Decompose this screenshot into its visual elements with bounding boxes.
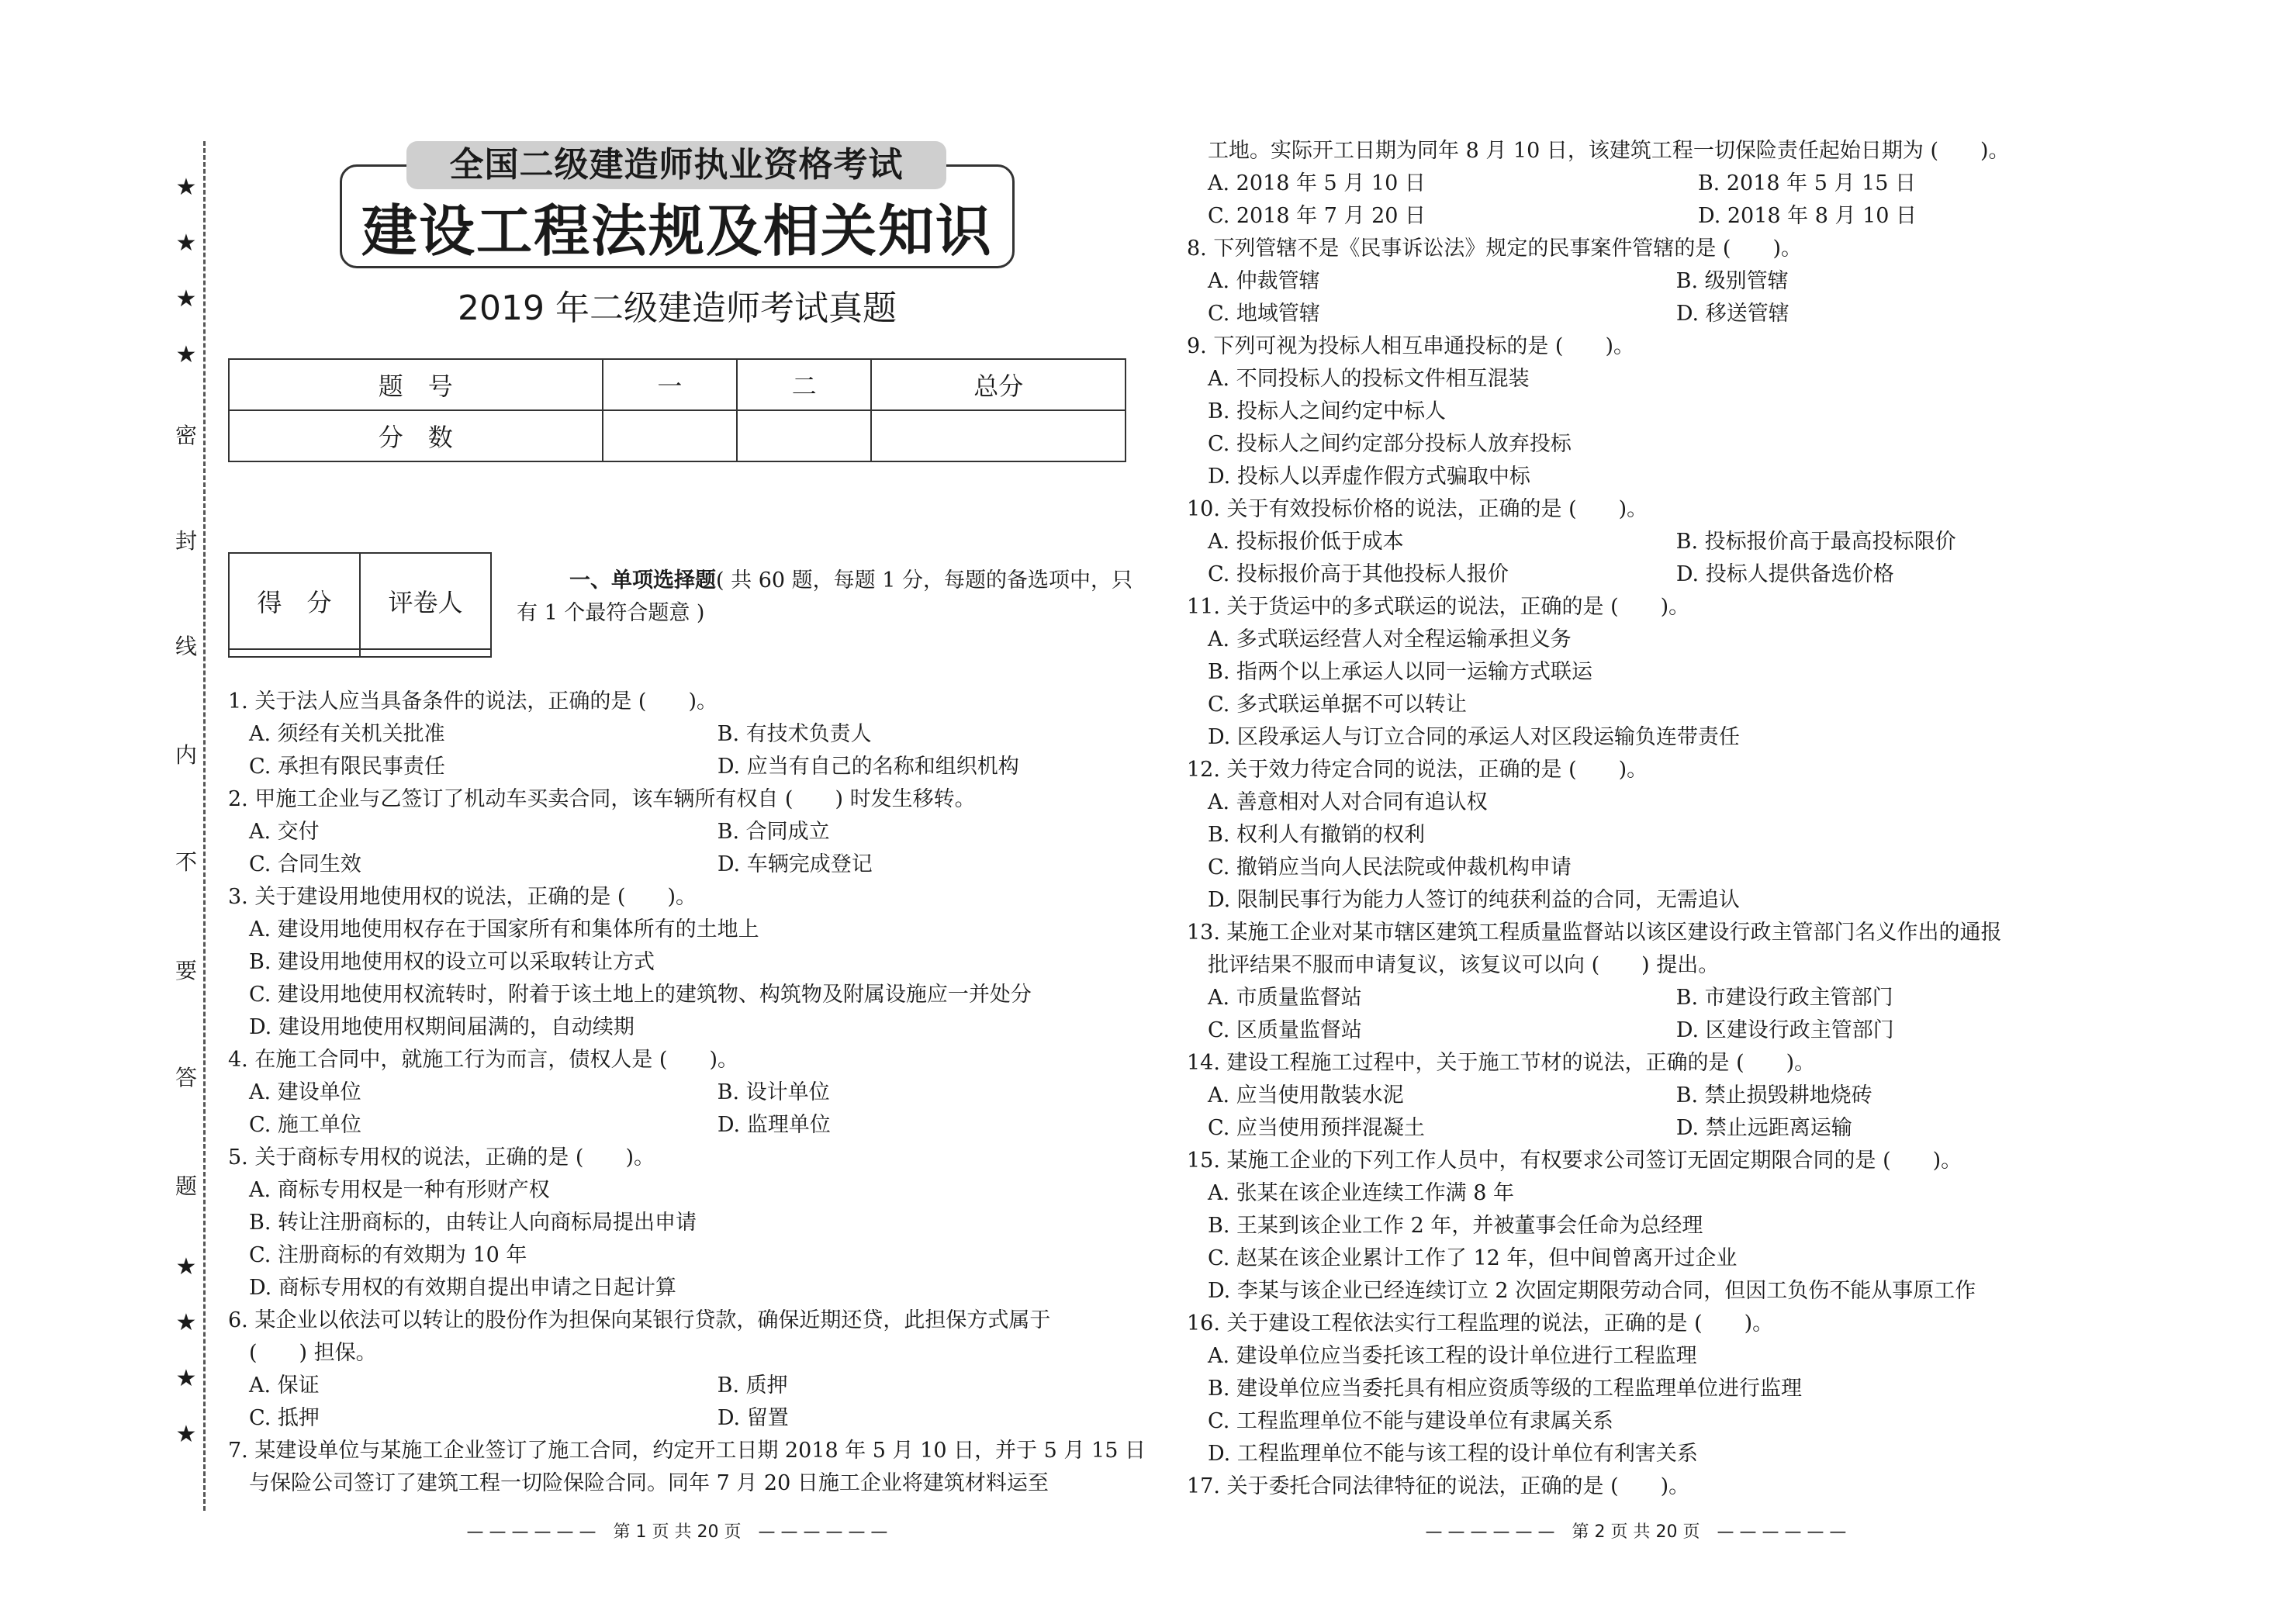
question-line: B. 投标人之间约定中标人 (1187, 399, 1447, 423)
grader-box (228, 552, 492, 658)
question-line: 3. 关于建设用地使用权的说法，正确的是 ( )。 (228, 885, 697, 909)
question-line: D. 建设用地使用权期间届满的，自动续期 (228, 1015, 635, 1039)
question-line: A. 建设单位应当委托该工程的设计单位进行工程监理 (1187, 1344, 1697, 1368)
binding-char: 封 (175, 528, 197, 554)
question-line: C. 地域管辖 D. 移送管辖 (1187, 302, 1789, 326)
binding-line (203, 141, 206, 1511)
question-line: D. 工程监理单位不能与该工程的设计单位有利害关系 (1187, 1442, 1698, 1466)
question-line: 17. 关于委托合同法律特征的说法，正确的是 ( )。 (1187, 1474, 1690, 1498)
question-line: D. 李某与该企业已经连续订立 2 次固定期限劳动合同，但因工负伤不能从事原工作 (1187, 1279, 1976, 1303)
star-icon: ★ (175, 174, 197, 201)
question-line: 14. 建设工程施工过程中，关于施工节材的说法，正确的是 ( )。 (1187, 1051, 1816, 1075)
grader-name-label: 评卷人 (360, 553, 491, 649)
star-icon: ★ (175, 341, 197, 368)
question-line: A. 市质量监督站 B. 市建设行政主管部门 (1187, 986, 1893, 1010)
question-line: 12. 关于效力待定合同的说法，正确的是 ( )。 (1187, 758, 1648, 782)
binding-char: 要 (175, 958, 197, 983)
question-line: ( ) 担保。 (228, 1341, 377, 1365)
question-line: D. 商标专用权的有效期自提出申请之日起计算 (228, 1276, 676, 1300)
question-line: 8. 下列管辖不是《民事诉讼法》规定的民事案件管辖的是 ( )。 (1187, 237, 1802, 261)
question-line: C. 2018 年 7 月 20 日 D. 2018 年 8 月 10 日 (1187, 204, 1917, 228)
question-line: A. 多式联运经营人对全程运输承担义务 (1187, 627, 1572, 651)
question-line: 1. 关于法人应当具备条件的说法，正确的是 ( )。 (228, 689, 718, 714)
grader-score-label: 得 分 (229, 553, 360, 649)
question-line: 2. 甲施工企业与乙签订了机动车买卖合同，该车辆所有权自 ( ) 时发生移转。 (228, 787, 976, 811)
page-footer-right: — — — — — — 第 2 页 共 20 页 — — — — — — (1425, 1522, 1847, 1542)
question-line: C. 建设用地使用权流转时，附着于该土地上的建筑物、构筑物及附属设施应一并处分 (228, 983, 1032, 1007)
score-table-cell: 分 数 (229, 410, 603, 461)
question-line: C. 应当使用预拌混凝土 D. 禁止远距离运输 (1187, 1116, 1852, 1140)
question-line: B. 指两个以上承运人以同一运输方式联运 (1187, 660, 1593, 684)
star-icon: ★ (175, 1365, 197, 1392)
question-line: A. 张某在该企业连续工作满 8 年 (1187, 1181, 1515, 1205)
exam-name: 全国二级建造师执业资格考试 (406, 141, 946, 189)
question-line: A. 建设用地使用权存在于国家所有和集体所有的土地上 (228, 917, 759, 942)
question-line: 6. 某企业以依法可以转让的股份作为担保向某银行贷款，确保近期还贷，此担保方式属于 (228, 1308, 1051, 1332)
question-line: D. 区段承运人与订立合同的承运人对区段运输负连带责任 (1187, 725, 1740, 749)
question-line: 批评结果不服而申请复议，该复议可以向 ( ) 提出。 (1187, 953, 1720, 977)
question-line: 工地。实际开工日期为同年 8 月 10 日，该建筑工程一切保险责任起始日期为 ( )。 (1187, 139, 2010, 163)
question-line: A. 保证 B. 质押 (228, 1373, 788, 1398)
binding-char: 密 (175, 423, 197, 448)
question-line: A. 须经有关机关批准 B. 有技术负责人 (228, 722, 872, 746)
question-line: A. 仲裁管辖 B. 级别管辖 (1187, 269, 1789, 293)
binding-char: 题 (175, 1173, 197, 1199)
question-line: A. 应当使用散装水泥 B. 禁止损毁耕地烧砖 (1187, 1083, 1872, 1107)
question-line: 9. 下列可视为投标人相互串通投标的是 ( )。 (1187, 334, 1634, 358)
question-line: 5. 关于商标专用权的说法，正确的是 ( )。 (228, 1145, 655, 1170)
question-line: A. 建设单位 B. 设计单位 (228, 1080, 830, 1104)
question-line: C. 施工单位 D. 监理单位 (228, 1113, 831, 1137)
page-footer-left: — — — — — — 第 1 页 共 20 页 — — — — — — (466, 1522, 888, 1542)
question-line: C. 合同生效 D. 车辆完成登记 (228, 852, 873, 876)
question-line: C. 撤销应当向人民法院或仲裁机构申请 (1187, 855, 1572, 879)
question-line: C. 工程监理单位不能与建设单位有隶属关系 (1187, 1409, 1613, 1433)
question-line: A. 交付 B. 合同成立 (228, 820, 830, 844)
question-line: A. 投标报价低于成本 B. 投标报价高于最高投标限价 (1187, 530, 1956, 554)
question-line: 10. 关于有效投标价格的说法，正确的是 ( )。 (1187, 497, 1648, 521)
question-line: A. 善意相对人对合同有追认权 (1187, 790, 1488, 814)
question-line: D. 限制民事行为能力人签订的纯获利益的合同，无需追认 (1187, 888, 1740, 912)
score-table-score-row (229, 410, 1126, 461)
question-line: 4. 在施工合同中，就施工行为而言，债权人是 ( )。 (228, 1048, 738, 1072)
grader-score-cell[interactable] (229, 649, 360, 657)
question-line: C. 投标报价高于其他投标人报价 D. 投标人提供备选价格 (1187, 562, 1894, 586)
question-line: C. 区质量监督站 D. 区建设行政主管部门 (1187, 1018, 1894, 1042)
section-one-instructions (517, 565, 1137, 630)
question-line: B. 转让注册商标的，由转让人向商标局提出申请 (228, 1211, 697, 1235)
paper-title: 2019 年二级建造师考试真题 (458, 289, 897, 328)
question-line: C. 注册商标的有效期为 10 年 (228, 1243, 527, 1267)
question-line: C. 承担有限民事责任 D. 应当有自己的名称和组织机构 (228, 755, 1019, 779)
question-line: 15. 某施工企业的下列工作人员中，有权要求公司签订无固定期限合同的是 ( )。 (1187, 1149, 1962, 1173)
score-table-header-row (229, 359, 1126, 410)
score-table (228, 358, 1126, 462)
binding-char: 答 (175, 1065, 197, 1090)
score-table-cell: 二 (737, 359, 871, 410)
score-table-cell: 一 (603, 359, 737, 410)
section-one-desc: ( 共 60 题，每题 1 分，每题的备选项中，只有 1 个最符合题意 ) (517, 568, 1132, 625)
score-table-cell: 总分 (871, 359, 1126, 410)
star-icon: ★ (175, 1421, 197, 1448)
question-line: B. 建设单位应当委托具有相应资质等级的工程监理单位进行监理 (1187, 1377, 1803, 1401)
score-input-cell[interactable] (603, 410, 737, 461)
question-line: C. 抵押 D. 留置 (228, 1406, 789, 1430)
score-input-cell[interactable] (871, 410, 1126, 461)
binding-char: 不 (175, 849, 197, 875)
question-line: 11. 关于货运中的多式联运的说法，正确的是 ( )。 (1187, 595, 1690, 619)
question-line: 与保险公司签订了建筑工程一切险保险合同。同年 7 月 20 日施工企业将建筑材料运至 (228, 1471, 1049, 1495)
question-line: B. 建设用地使用权的设立可以采取转让方式 (228, 950, 655, 974)
question-line: B. 王某到该企业工作 2 年，并被董事会任命为总经理 (1187, 1214, 1703, 1238)
question-line: A. 商标专用权是一种有形财产权 (228, 1178, 550, 1202)
question-line: 16. 关于建设工程依法实行工程监理的说法，正确的是 ( )。 (1187, 1311, 1774, 1335)
question-line: A. 不同投标人的投标文件相互混装 (1187, 367, 1530, 391)
star-icon: ★ (175, 1309, 197, 1336)
question-line: C. 投标人之间约定部分投标人放弃投标 (1187, 432, 1572, 456)
binding-char: 线 (175, 634, 197, 659)
grader-name-cell[interactable] (360, 649, 491, 657)
score-table-cell: 题 号 (229, 359, 603, 410)
question-line: D. 投标人以弄虚作假方式骗取中标 (1187, 465, 1530, 489)
question-line: A. 2018 年 5 月 10 日 B. 2018 年 5 月 15 日 (1187, 171, 1916, 195)
question-line: 13. 某施工企业对某市辖区建筑工程质量监督站以该区建设行政主管部门名义作出的通报 (1187, 921, 2002, 945)
star-icon: ★ (175, 230, 197, 257)
section-one-heading: 一、单项选择题 (569, 568, 716, 593)
binding-char: 内 (175, 742, 197, 768)
score-input-cell[interactable] (737, 410, 871, 461)
subject-title: 建设工程法规及相关知识 (361, 198, 993, 264)
question-line: 7. 某建设单位与某施工企业签订了施工合同，约定开工日期 2018 年 5 月 10 日，并于 5 月 15 日 (228, 1439, 1146, 1463)
star-icon: ★ (175, 285, 197, 313)
question-line: C. 多式联运单据不可以转让 (1187, 693, 1467, 717)
star-icon: ★ (175, 1253, 197, 1280)
question-line: C. 赵某在该企业累计工作了 12 年，但中间曾离开过企业 (1187, 1246, 1738, 1270)
question-line: B. 权利人有撤销的权利 (1187, 823, 1426, 847)
